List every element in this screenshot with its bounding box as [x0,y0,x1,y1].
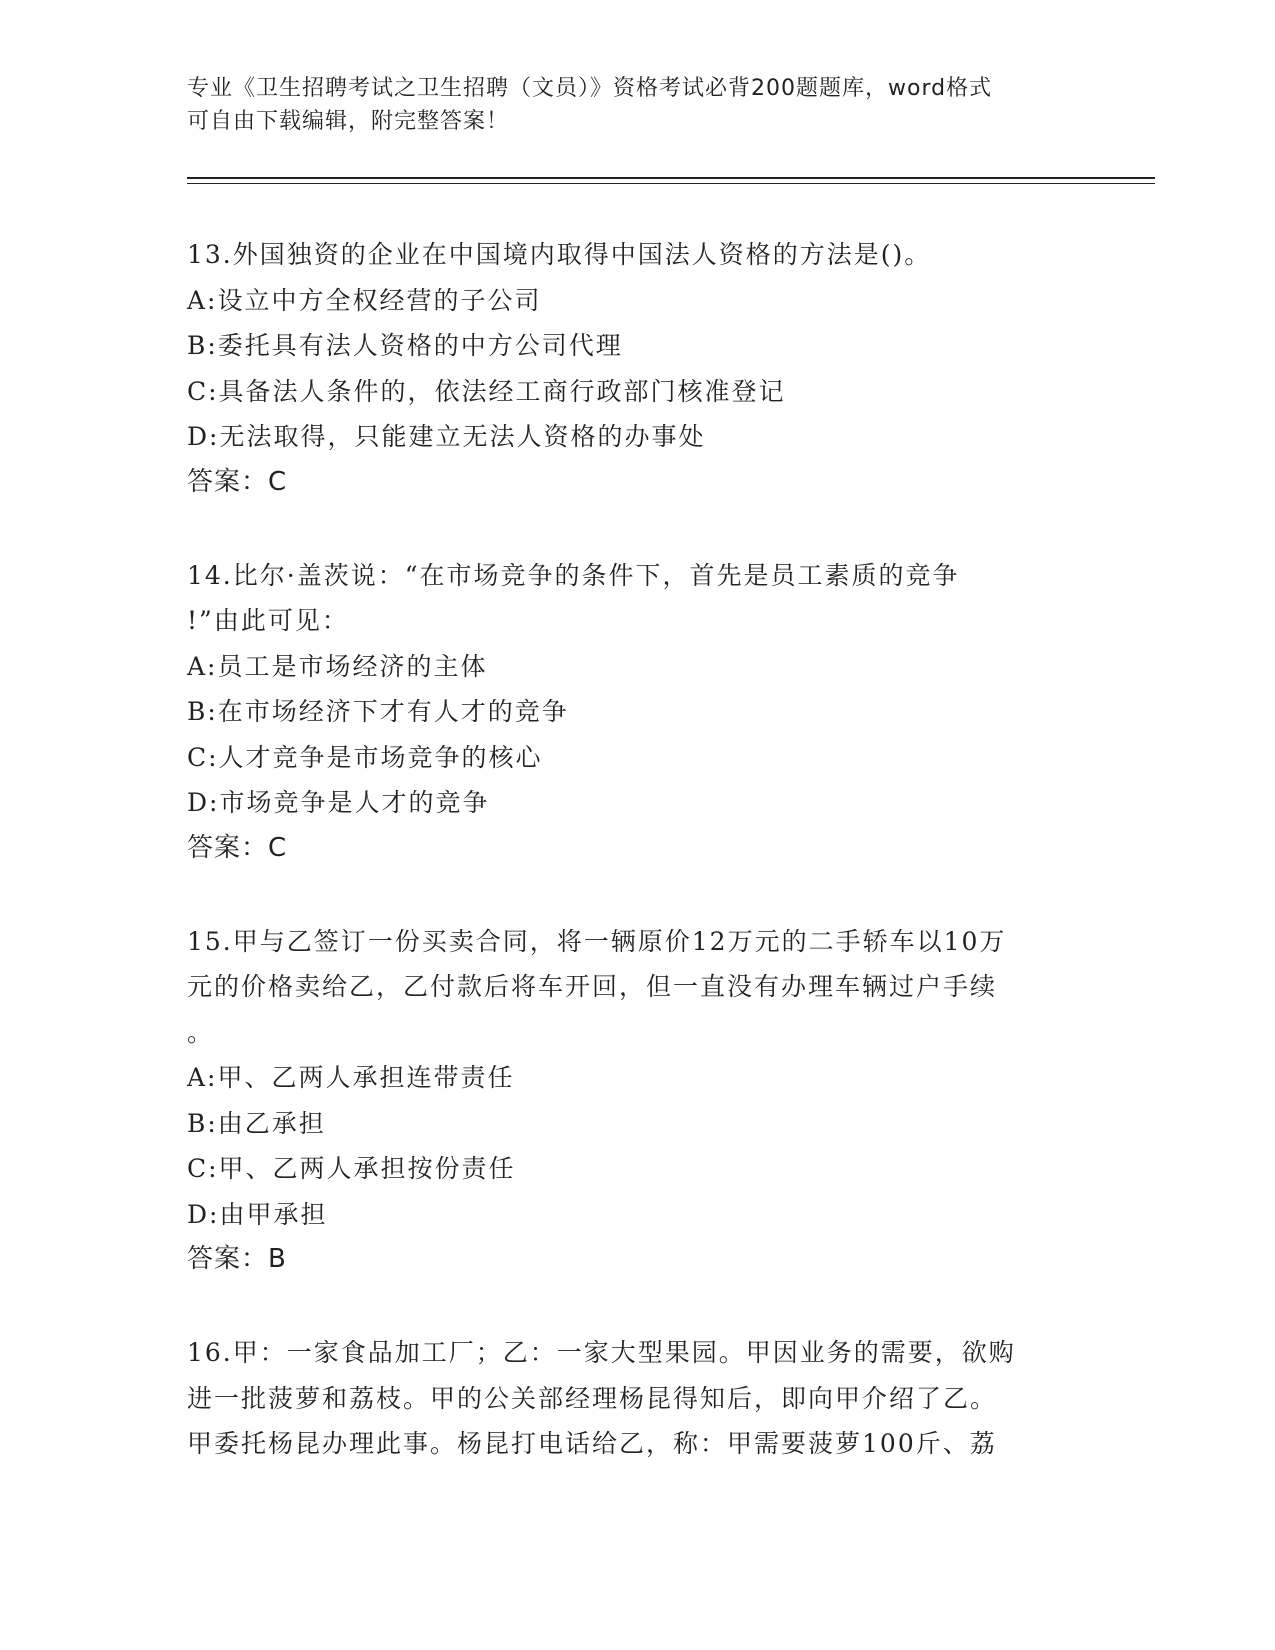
header-line-2: 可自由下载编辑，附完整答案！ [187,109,510,134]
option-c: C:甲、乙两人承担按份责任 [187,1154,516,1183]
answer-line: 答案：C [187,466,288,497]
question-14 [187,553,1087,871]
option-a: A:员工是市场经济的主体 [187,651,488,681]
option-b: B:在市场经济下才有人才的竞争 [187,697,569,726]
header-rule-thick [187,177,1155,179]
option-c: C:具备法人条件的，依法经工商行政部门核准登记 [187,376,786,406]
question-stem-line: 进一批菠萝和荔枝。甲的公关部经理杨昆得知后，即向甲介绍了乙。 [187,1383,998,1413]
option-b: B:由乙承担 [187,1108,326,1138]
question-stem-line: 。 [187,1017,215,1047]
question-stem-line: 16.甲：一家食品加工厂；乙：一家大型果园。甲因业务的需要，欲购 [187,1338,1016,1367]
question-stem-line: !”由此可见： [187,606,349,635]
question-stem-line: 甲委托杨昆办理此事。杨昆打电话给乙，称：甲需要菠萝100斤、荔 [187,1429,997,1458]
question-stem-line: 14.比尔·盖茨说：“在市场竞争的条件下，首先是员工素质的竞争 [187,560,960,590]
option-d: D:无法取得，只能建立无法人资格的办事处 [187,422,706,451]
question-stem-line: 13.外国独资的企业在中国境内取得中国法人资格的方法是()。 [187,240,932,269]
option-a: A:甲、乙两人承担连带责任 [187,1063,515,1092]
answer-line: 答案：C [187,832,288,863]
question-15 [187,919,1087,1283]
option-c: C:人才竞争是市场竞争的核心 [187,742,543,772]
question-stem-line: 元的价格卖给乙，乙付款后将车开回，但一直没有办理车辆过户手续 [187,972,998,1001]
option-d: D:市场竞争是人才的竞争 [187,788,490,817]
question-list [187,232,1087,1515]
header-rule-thin [187,183,1155,184]
option-a: A:设立中方全权经营的子公司 [187,285,542,315]
document-header [187,72,1087,138]
option-b: B:委托具有法人资格的中方公司代理 [187,331,623,360]
option-d: D:由甲承担 [187,1199,328,1229]
question-stem-line: 15.甲与乙签订一份买卖合同，将一辆原价12万元的二手轿车以10万 [187,926,1007,956]
question-16 [187,1330,1087,1467]
answer-line: 答案：B [187,1244,287,1274]
header-line-1: 专业《卫生招聘考试之卫生招聘（文员）》资格考试必背200题题库，word格式 [187,76,993,101]
question-13 [187,232,1087,505]
